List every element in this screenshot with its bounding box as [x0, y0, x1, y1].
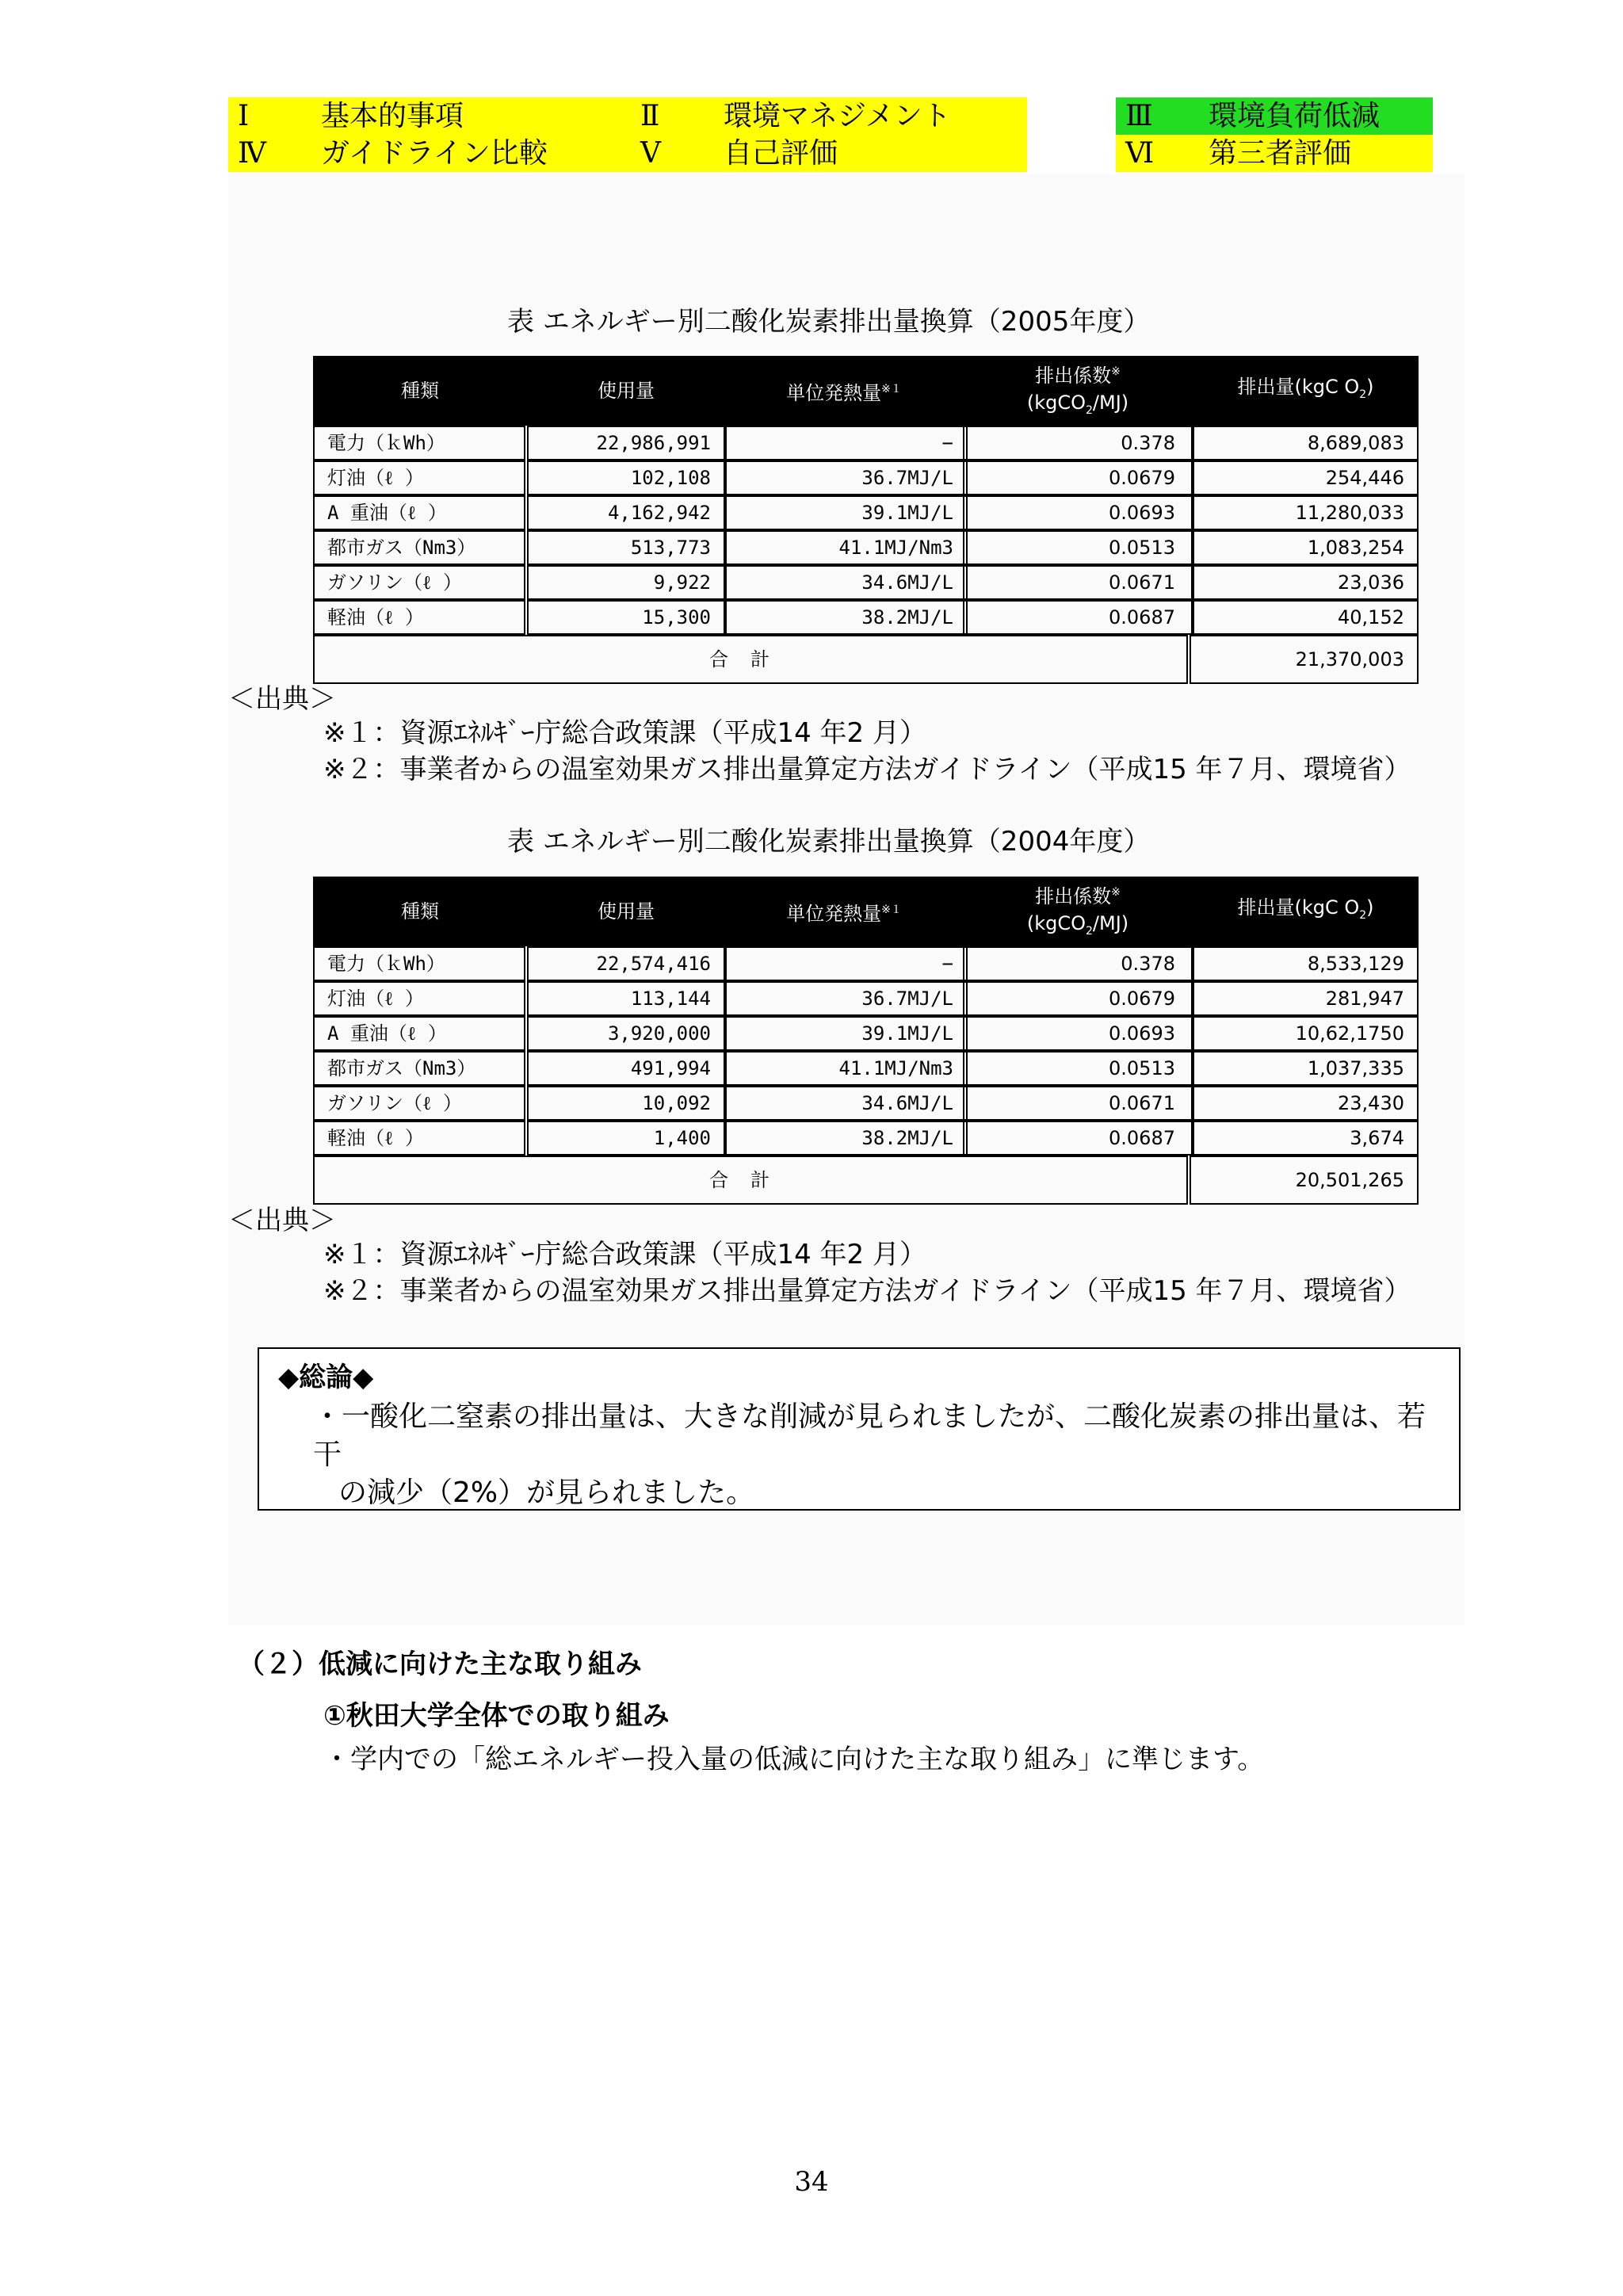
cell-factor: 0.0671 [963, 1086, 1193, 1121]
nav-item-management[interactable] [631, 97, 1027, 135]
nav-num: Ⅴ [640, 137, 661, 170]
source-note-1: ※１：資源ｴﾈﾙｷﾞｰ庁総合政策課（平成14 年2 月） [323, 1239, 926, 1270]
section-subheading: ①秋田大学全体での取り組み [323, 1700, 670, 1732]
source-heading: ＜出典＞ [228, 683, 336, 715]
cell-emission: 254,446 [1193, 460, 1419, 495]
cell-usage: 3,920,000 [527, 1016, 725, 1051]
section-body: ・学内での「総エネルギー投入量の低減に向けた主な取り組み」に準じます。 [323, 1744, 1265, 1775]
cell-usage: 102,108 [527, 460, 725, 495]
cell-factor: 0.0679 [963, 981, 1193, 1016]
table-header [313, 356, 1419, 426]
cell-emission: 8,533,129 [1193, 946, 1419, 981]
summary-heading: ◆総論◆ [278, 1362, 374, 1393]
cell-heat: − [725, 426, 968, 460]
nav-label: 自己評価 [724, 137, 838, 170]
cell-heat: 36.7MJ/L [725, 981, 968, 1016]
emission-table-2004-rows [313, 946, 1419, 1200]
nav-item-load-reduction[interactable] [1116, 97, 1433, 135]
cell-emission: 11,280,033 [1193, 495, 1419, 530]
source-note-2: ※２：事業者からの温室効果ガス排出量算定方法ガイドライン（平成15 年７月、環境省） [323, 1275, 1411, 1307]
total-label: 合計 [313, 635, 1188, 684]
nav-item-self-evaluation[interactable] [631, 135, 1027, 172]
cell-kind: 灯油（ℓ ） [313, 460, 525, 495]
nav-item-guideline[interactable] [228, 135, 631, 172]
cell-usage: 22,986,991 [527, 426, 725, 460]
cell-factor: 0.0687 [963, 600, 1193, 635]
cell-kind: 軽油（ℓ ） [313, 1121, 525, 1156]
table-total-row [313, 635, 1419, 684]
table-row [313, 426, 1419, 460]
page-number: 34 [794, 2166, 829, 2198]
cell-heat: 41.1MJ/Nm3 [725, 530, 968, 565]
nav-label: 第三者評価 [1209, 137, 1352, 170]
header-kind: 種類 [401, 380, 439, 402]
chapter-navigation [228, 97, 1433, 172]
cell-usage: 113,144 [527, 981, 725, 1016]
cell-emission: 40,152 [1193, 600, 1419, 635]
total-label: 合計 [313, 1156, 1188, 1205]
summary-line-1: ・一酸化二窒素の排出量は、大きな削減が見られましたが、二酸化炭素の排出量は、若干 [313, 1400, 1426, 1471]
table-row [313, 600, 1419, 635]
summary-box [258, 1347, 1461, 1511]
cell-usage: 9,922 [527, 565, 725, 600]
nav-row-1 [228, 97, 1433, 135]
cell-factor: 0.0687 [963, 1121, 1193, 1156]
cell-usage: 22,574,416 [527, 946, 725, 981]
cell-kind: A 重油（ℓ ） [313, 1016, 525, 1051]
cell-heat: 38.2MJ/L [725, 600, 968, 635]
nav-num: Ⅳ [238, 137, 266, 170]
header-kind: 種類 [401, 900, 439, 923]
table-title-2004: 表 エネルギー別二酸化炭素排出量換算（2004年度） [507, 826, 1151, 858]
table-row [313, 946, 1419, 981]
cell-usage: 10,092 [527, 1086, 725, 1121]
header-usage: 使用量 [598, 900, 655, 923]
table-row [313, 495, 1419, 530]
cell-emission: 3,674 [1193, 1121, 1419, 1156]
cell-emission: 281,947 [1193, 981, 1419, 1016]
emission-table-2005-rows [313, 426, 1419, 679]
table-row [313, 981, 1419, 1016]
header-heat: 単位発熱量$^{※1}$ [786, 902, 902, 925]
nav-label: 環境負荷低減 [1209, 100, 1381, 132]
nav-item-third-party[interactable] [1116, 135, 1433, 172]
cell-heat: − [725, 946, 968, 981]
cell-kind: 軽油（ℓ ） [313, 600, 525, 635]
cell-emission: 8,689,083 [1193, 426, 1419, 460]
nav-label: 基本的事項 [321, 100, 464, 132]
header-usage: 使用量 [598, 380, 655, 402]
table-title-2005: 表 エネルギー別二酸化炭素排出量換算（2005年度） [507, 306, 1151, 338]
cell-factor: 0.0679 [963, 460, 1193, 495]
source-note-2: ※２：事業者からの温室効果ガス排出量算定方法ガイドライン（平成15 年７月、環境省） [323, 754, 1411, 785]
table-row [313, 1121, 1419, 1156]
nav-label: 環境マネジメント [724, 100, 951, 132]
cell-heat: 39.1MJ/L [725, 495, 968, 530]
total-value: 21,370,003 [1190, 635, 1419, 684]
table-row [313, 1016, 1419, 1051]
cell-kind: 電力（ｋWh） [313, 426, 525, 460]
total-value: 20,501,265 [1190, 1156, 1419, 1205]
cell-factor: 0.0513 [963, 1051, 1193, 1086]
cell-factor: 0.0671 [963, 565, 1193, 600]
cell-factor: 0.0693 [963, 495, 1193, 530]
nav-num: Ⅱ [640, 100, 660, 132]
cell-emission: 1,083,254 [1193, 530, 1419, 565]
cell-kind: 都市ガス（Nm3） [313, 1051, 525, 1086]
cell-usage: 491,994 [527, 1051, 725, 1086]
header-factor: 排出係数※ (kgCO$_2$/MJ) [1026, 364, 1129, 417]
source-note-1: ※１：資源ｴﾈﾙｷﾞｰ庁総合政策課（平成14 年2 月） [323, 717, 926, 749]
cell-factor: 0.378 [963, 426, 1193, 460]
source-heading: ＜出典＞ [228, 1205, 336, 1236]
cell-emission: 1,037,335 [1193, 1051, 1419, 1086]
nav-label: ガイドライン比較 [321, 137, 548, 170]
header-factor: 排出係数※ (kgCO$_2$/MJ) [1026, 884, 1129, 938]
table-row [313, 565, 1419, 600]
table-row [313, 530, 1419, 565]
cell-heat: 41.1MJ/Nm3 [725, 1051, 968, 1086]
nav-num: Ⅰ [238, 100, 250, 132]
nav-num: Ⅵ [1125, 137, 1155, 170]
table-row [313, 1051, 1419, 1086]
table-row [313, 1086, 1419, 1121]
cell-kind: A 重油（ℓ ） [313, 495, 525, 530]
cell-usage: 1,400 [527, 1121, 725, 1156]
table-row [313, 460, 1419, 495]
cell-emission: 23,036 [1193, 565, 1419, 600]
cell-usage: 4,162,942 [527, 495, 725, 530]
cell-emission: 23,430 [1193, 1086, 1419, 1121]
cell-usage: 15,300 [527, 600, 725, 635]
header-emission: 排出量(kgC $O_2$) [1237, 896, 1374, 922]
cell-kind: 灯油（ℓ ） [313, 981, 525, 1016]
header-heat: 単位発熱量$^{※1}$ [786, 381, 902, 404]
cell-usage: 513,773 [527, 530, 725, 565]
cell-heat: 36.7MJ/L [725, 460, 968, 495]
section-heading: （２）低減に向けた主な取り組み [238, 1648, 642, 1680]
emission-table-2004 [313, 877, 1419, 946]
cell-factor: 0.378 [963, 946, 1193, 981]
summary-line-2: の減少（2%）が見られました。 [338, 1477, 755, 1509]
cell-heat: 39.1MJ/L [725, 1016, 968, 1051]
nav-num: Ⅲ [1125, 100, 1153, 132]
summary-body [313, 1398, 1438, 1512]
cell-kind: 電力（ｋWh） [313, 946, 525, 981]
cell-factor: 0.0513 [963, 530, 1193, 565]
cell-heat: 34.6MJ/L [725, 565, 968, 600]
nav-item-basic[interactable] [228, 97, 631, 135]
cell-kind: ガソリン（ℓ ） [313, 565, 525, 600]
cell-factor: 0.0693 [963, 1016, 1193, 1051]
table-total-row [313, 1156, 1419, 1205]
cell-kind: 都市ガス（Nm3） [313, 530, 525, 565]
cell-heat: 38.2MJ/L [725, 1121, 968, 1156]
cell-heat: 34.6MJ/L [725, 1086, 968, 1121]
cell-kind: ガソリン（ℓ ） [313, 1086, 525, 1121]
nav-row-2 [228, 135, 1433, 172]
header-emission: 排出量(kgC $O_2$) [1237, 376, 1374, 401]
cell-emission: 10,62,1750 [1193, 1016, 1419, 1051]
table-header [313, 877, 1419, 946]
